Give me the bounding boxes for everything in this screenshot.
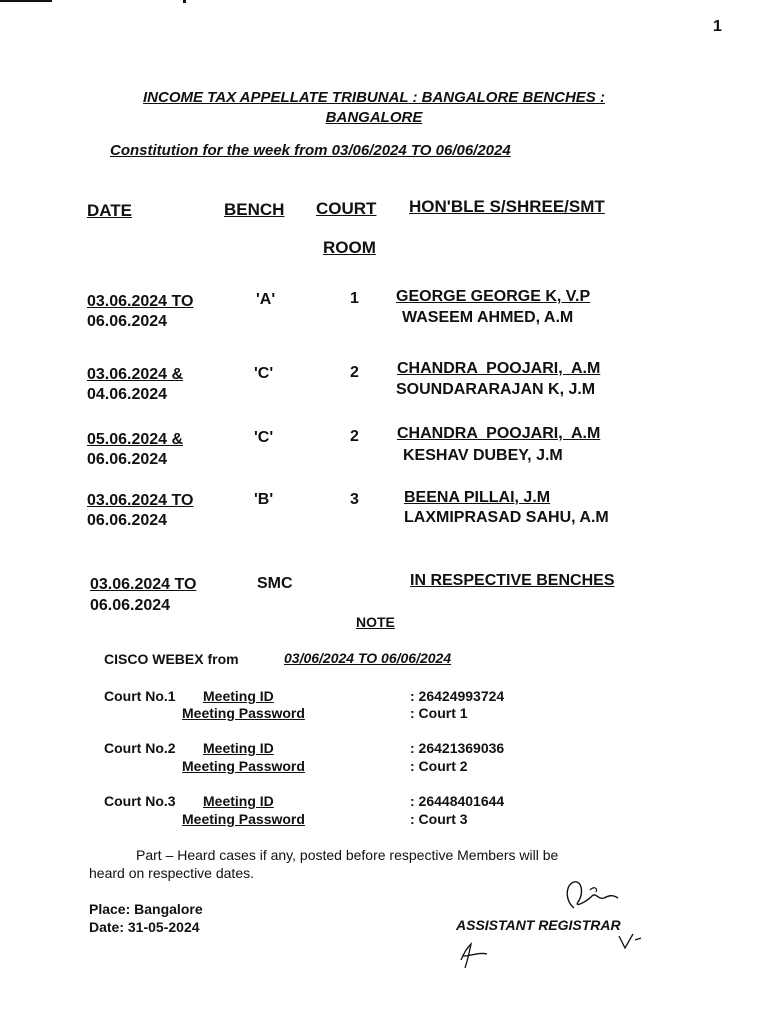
meeting-id-label: Meeting ID [203, 793, 274, 809]
meeting-password-label: Meeting Password [182, 758, 305, 774]
schedule-bench: 'B' [254, 491, 274, 508]
signatory-title: ASSISTANT REGISTRAR [456, 917, 621, 933]
schedule-bench: SMC [257, 575, 293, 592]
schedule-date-end: 04.06.2024 [87, 386, 168, 403]
schedule-date-start: 03.06.2024 TO [87, 492, 194, 509]
header-court: COURT [316, 199, 377, 218]
initial-signature [615, 930, 655, 954]
schedule-date-end: 06.06.2024 [87, 313, 168, 330]
schedule-date-start: 03.06.2024 TO [90, 576, 197, 593]
court-label: Court No.3 [104, 793, 176, 809]
meeting-password-value: : Court 1 [410, 705, 468, 721]
schedule-member-2: SOUNDARARAJAN K, J.M [396, 381, 596, 398]
scan-dot [183, 0, 186, 3]
header-court-room: ROOM [323, 238, 376, 257]
schedule-date-end: 06.06.2024 [87, 451, 168, 468]
page-number: 1 [713, 18, 722, 35]
schedule-bench: 'A' [256, 291, 276, 308]
note-heading: NOTE [356, 614, 395, 630]
meeting-id-label: Meeting ID [203, 688, 274, 704]
schedule-court: 3 [350, 491, 359, 508]
place-line: Place: Bangalore [89, 901, 203, 917]
schedule-date-start: 03.06.2024 TO [87, 293, 194, 310]
schedule-member-1: GEORGE GEORGE K, V.P [396, 288, 591, 305]
schedule-court: 1 [350, 290, 359, 307]
court-label: Court No.2 [104, 740, 176, 756]
schedule-member-1: CHANDRA POOJARI, A.M [397, 425, 601, 442]
registrar-signature [560, 878, 630, 914]
header-members: HON'BLE S/SHREE/SMT [409, 197, 605, 216]
header-bench: BENCH [224, 200, 285, 219]
schedule-date-start: 05.06.2024 & [87, 431, 184, 448]
webex-label: CISCO WEBEX from [104, 651, 239, 667]
part-heard-text-line-1: Part – Heard cases if any, posted before respective Members will be [136, 847, 559, 863]
court-label: Court No.1 [104, 688, 176, 704]
meeting-id-label: Meeting ID [203, 740, 274, 756]
week-subtitle: Constitution for the week from 03/06/2024 TO 06/06/2024 [110, 142, 511, 159]
schedule-date-start: 03.06.2024 & [87, 366, 184, 383]
left-initial-signature [455, 940, 495, 970]
schedule-member-1: BEENA PILLAI, J.M [404, 489, 551, 506]
meeting-password-value: : Court 3 [410, 811, 468, 827]
schedule-member-1: CHANDRA POOJARI, A.M [397, 360, 601, 377]
meeting-id-value: : 26421369036 [410, 740, 505, 756]
schedule-member-2: WASEEM AHMED, A.M [402, 309, 574, 326]
meeting-password-value: : Court 2 [410, 758, 468, 774]
schedule-court: 2 [350, 428, 359, 445]
schedule-court: 2 [350, 364, 359, 381]
title-line-1: INCOME TAX APPELLATE TRIBUNAL : BANGALORE BENCHES : [143, 89, 605, 106]
meeting-id-value: : 26448401644 [410, 793, 505, 809]
schedule-member-2: LAXMIPRASAD SAHU, A.M [404, 509, 609, 526]
meeting-password-label: Meeting Password [182, 705, 305, 721]
header-date: DATE [87, 201, 133, 220]
schedule-date-end: 06.06.2024 [90, 597, 171, 614]
schedule-member-2: KESHAV DUBEY, J.M [403, 447, 563, 464]
meeting-id-value: : 26424993724 [410, 688, 505, 704]
part-heard-text-line-2: heard on respective dates. [89, 865, 254, 881]
schedule-bench: 'C' [254, 429, 274, 446]
schedule-member-1: IN RESPECTIVE BENCHES [410, 572, 615, 589]
schedule-bench: 'C' [254, 365, 274, 382]
title-line-2: BANGALORE [325, 109, 423, 126]
webex-dates: 03/06/2024 TO 06/06/2024 [284, 650, 452, 666]
meeting-password-label: Meeting Password [182, 811, 305, 827]
date-line: Date: 31-05-2024 [89, 919, 200, 935]
scan-edge-mark [0, 0, 52, 2]
schedule-date-end: 06.06.2024 [87, 512, 168, 529]
